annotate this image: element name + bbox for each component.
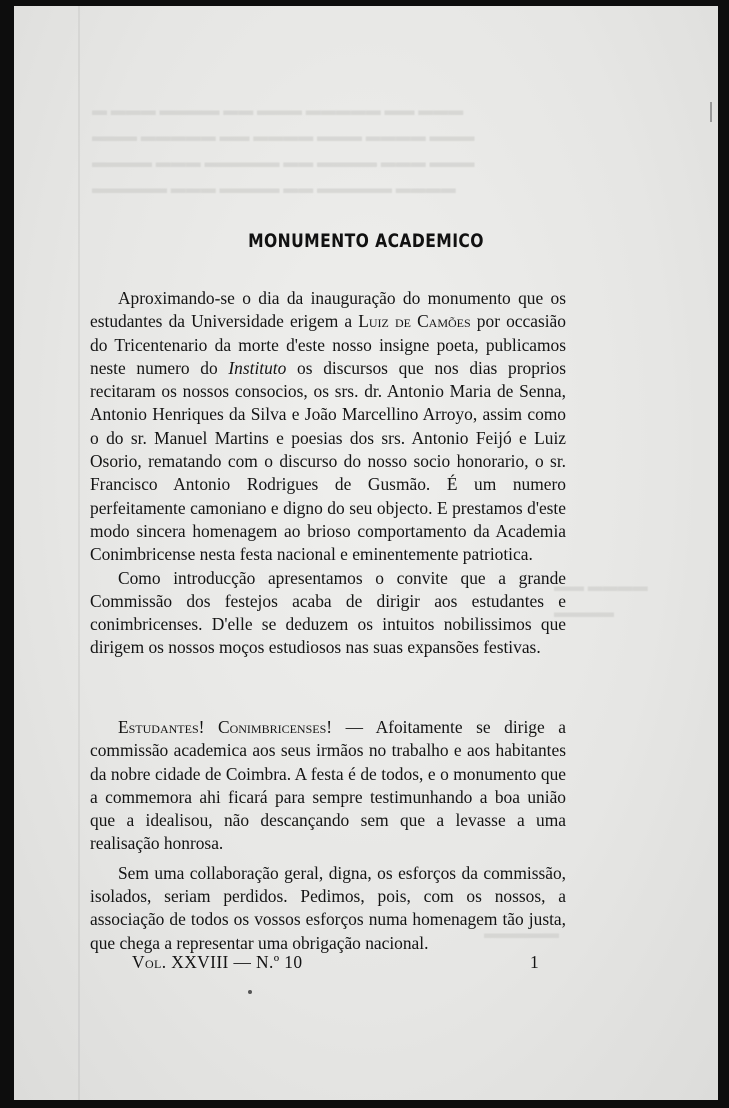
text-segment: — Afoitamente se dirige a commissão academica aos seus irmãos no trabalho e aos habitantes da nobre cidade de Coimbra. A festa é de todos, e o monumento que a commemora ahi ficará para sempre testimunhando a boa união que a idealisou, não descançando sem que a levasse a uma realisação honrosa. (90, 717, 567, 854)
convite-section (90, 716, 566, 955)
text-segment: Estudantes! Conimbricenses! (118, 717, 333, 737)
intro-section (90, 287, 566, 660)
document-page (14, 6, 718, 1100)
volume-label: Vol. XXVIII — N.º 10 (132, 952, 303, 972)
signature-mark: 1 (530, 952, 539, 972)
text-segment: Aproximando-se o dia da inauguração do monumento que os estudantes da Universidade erigem a (90, 288, 566, 332)
paragraph (90, 716, 566, 856)
ink-speck (248, 990, 252, 994)
text-segment: Instituto (228, 357, 287, 378)
paragraph (90, 287, 566, 567)
text-segment: Sem uma collaboração geral, digna, os esforços da commissão, isolados, seriam perdidos. Pedimos, pois, com os nossos, a associação de todos os vossos esforços numa homenagem tão justa, que chega a representar uma obrigação nacional. (90, 862, 566, 953)
paragraph (90, 567, 566, 660)
article-title: MONUMENTO ACADEMICO (248, 230, 484, 252)
paragraph (90, 862, 566, 955)
text-segment: por occasião do Tricentenario da morte d'este nosso insigne poeta, publicamos neste numero do (90, 311, 566, 378)
show-through-top: ▬ ▬▬▬ ▬▬▬▬ ▬▬ ▬▬▬ ▬▬▬▬▬ ▬▬ ▬▬▬ ▬▬▬ ▬▬▬▬▬ ▬▬ ▬▬▬▬ ▬▬▬ ▬▬▬▬ ▬▬▬ ▬▬▬▬ ▬▬▬ ▬▬▬▬▬ ▬▬ ▬▬▬▬ ▬▬▬ ▬▬▬ ▬▬▬▬▬ ▬▬▬ ▬▬▬▬ ▬▬ ▬▬▬▬▬ ▬▬▬▬ (92, 103, 475, 197)
volume-number (132, 952, 302, 973)
show-through-middle: ▬▬ ▬▬▬▬ ▬▬▬▬ (554, 579, 648, 621)
text-segment: Como introducção apresentamos o convite que a grande Commissão dos festejos acaba de dirigir aos estudantes e conimbricenses. D'elle se deduzem os intuitos nobilissimos que dirigem os nossos moços estudiosos nas suas expansões festivas. (90, 567, 566, 658)
text-segment: Luiz de Camões (358, 311, 471, 332)
show-through-bottom: ▬▬▬▬▬ (484, 926, 559, 942)
page-fold-shadow (78, 6, 80, 1100)
text-segment: os discursos que nos dias proprios recitaram os nossos consocios, os srs. dr. Antonio Maria de Senna, Antonio Henriques da Silva e João Marcellino Arroyo, assim como o do sr. Manuel Martins e poesias dos srs. Antonio Feijó e Luiz Osorio, rematando com o discurso do nosso socio honorario, o sr. Francisco Antonio Rodrigues de Gusmão. É um numero perfeitamente camoniano e digno do seu objecto. E prestamos d'este modo sincera homenagem ao brioso comportamento da Academia Conimbricense nesta festa nacional e eminentemente patriotica. (90, 357, 566, 565)
